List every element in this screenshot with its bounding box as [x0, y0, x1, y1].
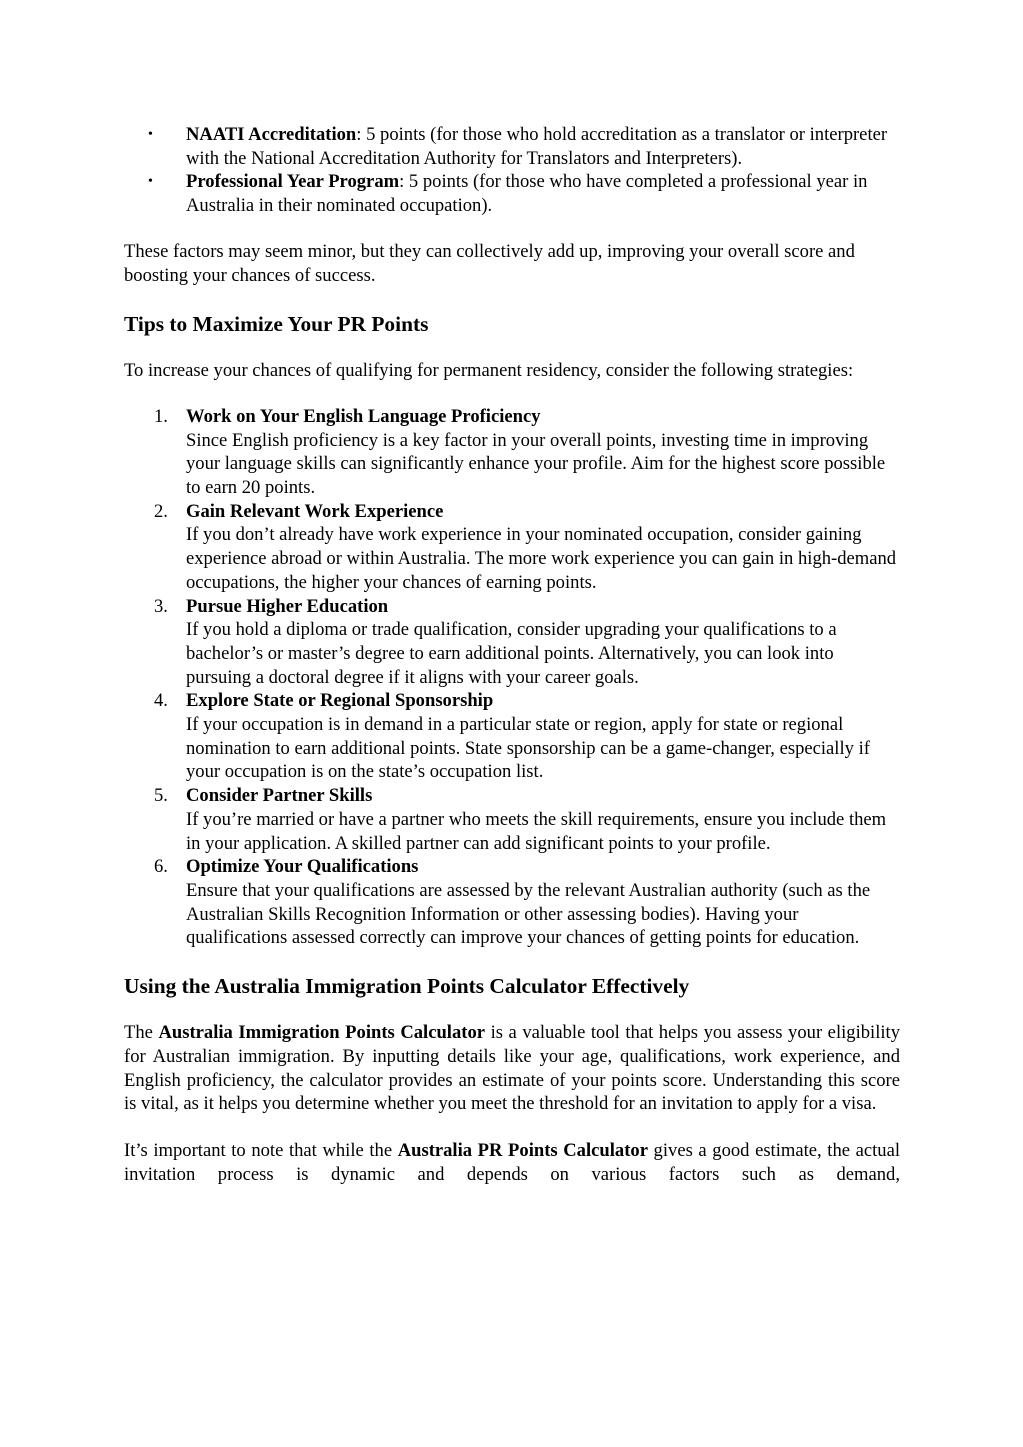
list-number: 6. — [154, 856, 168, 878]
list-item — [124, 405, 900, 500]
tip-text: If you hold a diploma or trade qualification, consider upgrading your qualifications to a bachelor’s or master’s degree to earn additional points. Alternatively, you can look into pursuing a doctoral degree if it aligns with your career goals. — [186, 619, 837, 688]
tip-text: If you don’t already have work experience in your nominated occupation, consider gaining experience abroad or within Australia. The more work experience you can gain in high-demand occupations, the higher your chances of earning points. — [186, 524, 897, 593]
bullet-title: Professional Year Program — [186, 171, 400, 193]
tip-title: Work on Your English Language Proficiency — [186, 405, 541, 427]
tips-intro-paragraph: To increase your chances of qualifying for permanent residency, consider the following strategies: — [124, 360, 854, 382]
calculator-bold: Australia Immigration Points Calculator — [158, 1022, 486, 1044]
tip-title: Pursue Higher Education — [186, 595, 389, 617]
list-item — [124, 689, 900, 784]
tip-text: If you’re married or have a partner who meets the skill requirements, ensure you include them in your application. A skilled partner can add significant points to your profile. — [186, 808, 887, 854]
tip-title: Optimize Your Qualifications — [186, 856, 419, 878]
tip-title: Consider Partner Skills — [186, 785, 373, 807]
note-paragraph — [124, 1139, 900, 1186]
bullet-text: : 5 points (for those who have completed a professional year in Australia in their nominated occupation). — [186, 171, 868, 217]
document-page — [124, 123, 900, 1186]
bullet-title: NAATI Accreditation — [186, 124, 357, 145]
tip-text: If your occupation is in demand in a particular state or region, apply for state or regional nomination to earn additional points. State sponsorship can be a game-changer, especially if your occupation is on the state’s occupation list. — [186, 714, 870, 783]
list-item — [124, 855, 900, 950]
list-number: 1. — [154, 405, 168, 427]
tips-heading: Tips to Maximize Your PR Points — [124, 312, 429, 337]
tips-list — [124, 405, 900, 950]
calculator-lead: The — [124, 1022, 159, 1044]
tip-text: Ensure that your qualifications are assessed by the relevant Australian authority (such as the Australian Skills Recognition Information or other assessing bodies). Having your qualifications assessed correctly can improve your chances of getting points for education. — [186, 879, 871, 949]
calculator-paragraph — [124, 1021, 900, 1116]
list-number: 2. — [154, 500, 168, 522]
list-item — [124, 170, 900, 217]
note-rest: gives a good estimate, the actual invitation process is dynamic and depends on various factors such as demand, — [124, 1139, 900, 1185]
summary-paragraph: These factors may seem minor, but they can collectively add up, improving your overall score and boosting your chances of success. — [124, 240, 855, 286]
note-lead: It’s important to note that while the — [124, 1139, 398, 1161]
list-item — [124, 784, 900, 855]
calculator-heading: Using the Australia Immigration Points Calculator Effectively — [124, 974, 690, 999]
tip-title: Explore State or Regional Sponsorship — [186, 690, 494, 712]
list-number: 4. — [154, 690, 168, 712]
list-number: 5. — [154, 785, 168, 807]
bullet-icon: • — [148, 127, 153, 142]
bonus-points-list — [124, 123, 900, 218]
list-item — [124, 123, 900, 170]
bullet-text: : 5 points (for those who hold accreditation as a translator or interpreter with the National Accreditation Authority for Translators and Interpreters). — [186, 124, 888, 169]
list-item — [124, 595, 900, 690]
tip-text: Since English proficiency is a key factor in your overall points, investing time in improving your language skills can significantly enhance your profile. Aim for the highest score possible to earn 20 points. — [186, 429, 886, 499]
note-bold: Australia PR Points Calculator — [397, 1139, 648, 1161]
list-number: 3. — [154, 595, 168, 617]
list-item — [124, 500, 900, 595]
bullet-icon: • — [148, 174, 153, 190]
tip-title: Gain Relevant Work Experience — [186, 500, 444, 522]
calculator-rest: is a valuable tool that helps you assess your eligibility for Australian immigration. By inputting details like your age, qualifications, work experience, and English proficiency, the calculator provides an estimate of your points score. Understanding this score is vital, as it helps you determine whether you meet the threshold for an invitation to apply for a visa. — [124, 1022, 900, 1115]
